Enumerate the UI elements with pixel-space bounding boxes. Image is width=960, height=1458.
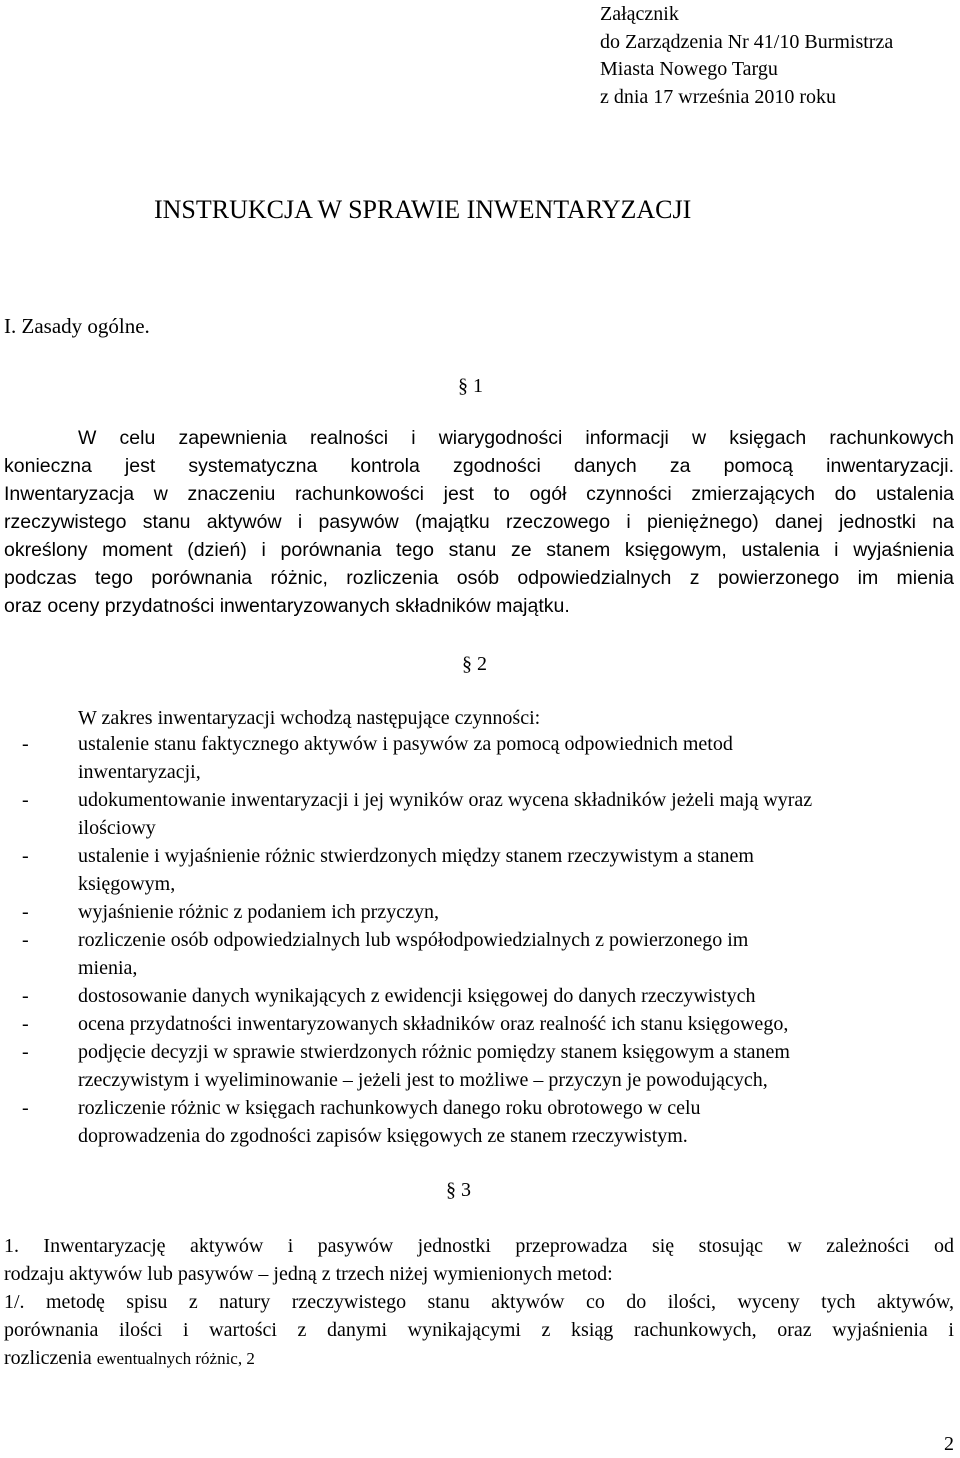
document-header <box>600 0 893 110</box>
list-item-continuation: ilościowy <box>78 817 156 839</box>
paragraph-1-line: Inwentaryzacja w znaczeniu rachunkowości jest to ogół czynności zmierzających do ustalenia <box>4 483 954 505</box>
list-item: - rozliczenie osób odpowiedzialnych lub współodpowiedzialnych z powierzonego im <box>22 929 749 951</box>
list-item-continuation: mienia, <box>78 957 138 979</box>
list-item: - ocena przydatności inwentaryzowanych składników oraz realność ich stanu księgowego, <box>22 1013 789 1035</box>
paragraph-1-line: podczas tego porównania różnic, rozliczenia osób odpowiedzialnych z powierzonego im mienia <box>4 567 954 589</box>
list-item: - udokumentowanie inwentaryzacji i jej wyników oraz wycena składników jeżeli mają wyraz <box>22 789 813 811</box>
header-line-date: z dnia 17 września 2010 roku <box>600 85 837 108</box>
header-line-attachment: Załącznik <box>600 3 679 25</box>
list-item-continuation: rzeczywistym i wyeliminowanie – jeżeli jest to możliwe – przyczyn je powodujących, <box>78 1069 768 1091</box>
list-item: - dostosowanie danych wynikających z ewidencji księgowej do danych rzeczywistych <box>22 985 756 1007</box>
section-title: I. Zasady ogólne. <box>4 314 150 338</box>
paragraph-1-line: konieczna jest systematyczna kontrola zgodności danych za pomocą inwentaryzacji. <box>4 455 954 477</box>
paragraph-1-mark: § 1 <box>458 375 483 397</box>
header-line-ordinance: do Zarządzenia Nr 41/10 Burmistrza <box>600 30 894 53</box>
list-item: - wyjaśnienie różnic z podaniem ich przyczyn, <box>22 901 439 923</box>
paragraph-1-line: W celu zapewnienia realności i wiarygodności informacji w księgach rachunkowych <box>78 427 954 449</box>
paragraph-1-body <box>4 424 954 620</box>
paragraph-3-mark: § 3 <box>446 1179 471 1201</box>
list-item-continuation: doprowadzenia do zgodności zapisów księgowych ze stanem rzeczywistym. <box>78 1125 688 1147</box>
paragraph-1-line: określony moment (dzień) i porównania tego stanu ze stanem księgowym, ustalenia i wyjaśnienia <box>4 539 954 561</box>
list-item: - podjęcie decyzji w sprawie stwierdzonych różnic pomiędzy stanem księgowym a stanem <box>22 1041 790 1063</box>
activities-list <box>4 730 960 1150</box>
paragraph-1-line: rzeczywistego stanu aktywów i pasywów (majątku rzeczowego i pieniężnego) danej jednostki na <box>4 511 954 533</box>
paragraph-3-line: 1/. metodę spisu z natury rzeczywistego stanu aktywów co do ilości, wyceny tych aktywów, <box>4 1291 954 1313</box>
paragraph-3-line: porównania ilości i wartości z danymi wynikającymi z ksiąg rachunkowych, oraz wyjaśnienia i <box>4 1319 954 1341</box>
paragraph-3-body <box>4 1232 954 1372</box>
list-item: - rozliczenie różnic w księgach rachunkowych danego roku obrotowego w celu <box>22 1097 701 1119</box>
paragraph-3-line: rozliczenia ewentualnych różnic, 2 <box>4 1347 255 1369</box>
document-title: INSTRUKCJA W SPRAWIE INWENTARYZACJI <box>154 195 692 224</box>
header-line-city: Miasta Nowego Targu <box>600 58 778 80</box>
paragraph-1-line: oraz oceny przydatności inwentaryzowanych składników majątku. <box>4 595 570 617</box>
paragraph-3-line: 1. Inwentaryzację aktywów i pasywów jednostki przeprowadza się stosując w zależności od <box>4 1235 954 1257</box>
page-number: 2 <box>944 1433 954 1455</box>
list-item-continuation: inwentaryzacji, <box>78 761 201 783</box>
paragraph-2-mark: § 2 <box>462 653 487 675</box>
list-item: - ustalenie stanu faktycznego aktywów i pasywów za pomocą odpowiednich metod <box>22 733 733 755</box>
paragraph-3-line: rodzaju aktywów lub pasywów – jedną z trzech niżej wymienionych metod: <box>4 1263 613 1285</box>
list-item-continuation: księgowym, <box>78 873 176 895</box>
paragraph-2-intro: W zakres inwentaryzacji wchodzą następujące czynności: <box>78 707 541 729</box>
list-item: - ustalenie i wyjaśnienie różnic stwierdzonych między stanem rzeczywistym a stanem <box>22 845 754 867</box>
